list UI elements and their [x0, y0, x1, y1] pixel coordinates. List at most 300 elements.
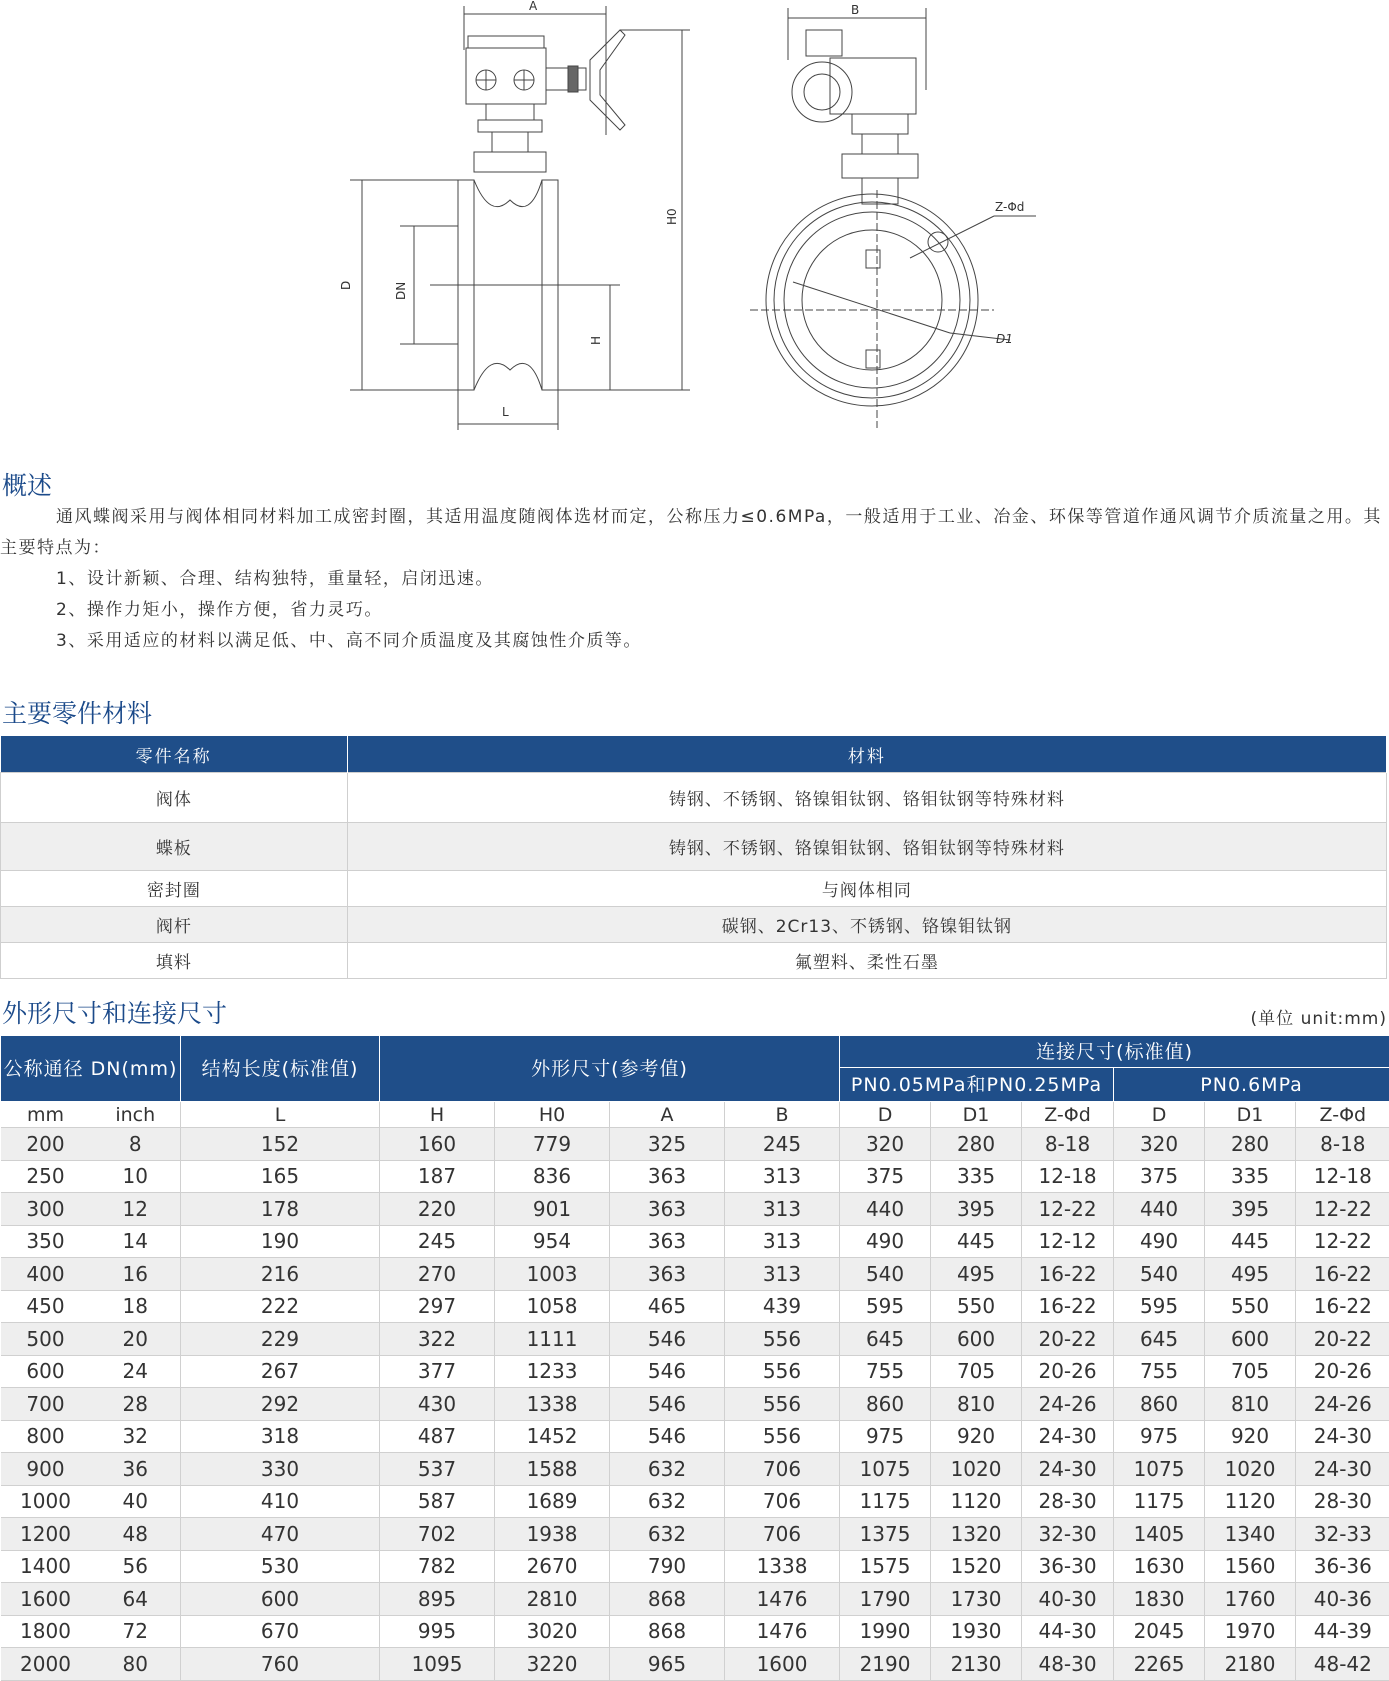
table-cell: 2045 — [1114, 1615, 1205, 1648]
table-cell: 3020 — [495, 1615, 610, 1648]
table-cell: 2810 — [495, 1583, 610, 1616]
table-cell: 1020 — [1205, 1453, 1296, 1486]
table-row — [1, 1258, 1389, 1291]
table-cell: 440 — [1114, 1193, 1205, 1226]
table-cell: 540 — [840, 1258, 931, 1291]
table-cell: 363 — [610, 1258, 725, 1291]
overview-item-3: 3、采用适应的材料以满足低、中、高不同介质温度及其腐蚀性介质等。 — [56, 631, 642, 651]
table-cell: 1075 — [1114, 1453, 1205, 1486]
table-cell: 32-30 — [1022, 1518, 1114, 1551]
overview-item-1: 1、设计新颖、合理、结构独特，重量轻，启闭迅速。 — [56, 569, 494, 589]
part-name: 阀体 — [1, 773, 348, 823]
materials-title: 主要零件材料 — [2, 699, 153, 728]
table-cell: 632 — [610, 1453, 725, 1486]
dim-label-h: H — [589, 335, 603, 345]
table-cell: 44-30 — [1022, 1615, 1114, 1648]
table-cell: 439 — [725, 1290, 840, 1323]
table-row — [1, 1485, 1389, 1518]
table-cell: 187 — [380, 1160, 495, 1193]
front-view — [750, 3, 1036, 428]
table-cell: 165 — [181, 1160, 380, 1193]
sub-h0: H0 — [495, 1102, 610, 1128]
sub-mm: mm — [1, 1102, 91, 1128]
table-cell: 178 — [181, 1193, 380, 1226]
overview-title: 概述 — [2, 471, 53, 500]
table-cell: 1340 — [1205, 1518, 1296, 1551]
table-cell: 920 — [1205, 1420, 1296, 1453]
table-cell: 16-22 — [1296, 1258, 1389, 1291]
sub-b: B — [725, 1102, 840, 1128]
table-cell: 790 — [610, 1550, 725, 1583]
table-cell: 868 — [610, 1615, 725, 1648]
table-row — [1, 1290, 1389, 1323]
table-cell: 36-30 — [1022, 1550, 1114, 1583]
table-cell: 430 — [380, 1388, 495, 1421]
table-cell: 537 — [380, 1453, 495, 1486]
table-cell: 546 — [610, 1355, 725, 1388]
table-cell: 450 — [1, 1290, 91, 1323]
table-cell: 546 — [610, 1420, 725, 1453]
table-cell: 1476 — [725, 1583, 840, 1616]
table-cell: 20-22 — [1296, 1323, 1389, 1356]
table-cell: 32-33 — [1296, 1518, 1389, 1551]
table-cell: 375 — [840, 1160, 931, 1193]
table-cell: 530 — [181, 1550, 380, 1583]
table-cell: 40 — [91, 1485, 181, 1518]
part-name: 蝶板 — [1, 823, 348, 871]
table-cell: 16-22 — [1022, 1290, 1114, 1323]
table-cell: 975 — [1114, 1420, 1205, 1453]
part-name: 填料 — [1, 943, 348, 979]
table-row — [1, 1648, 1389, 1681]
sub-d-pn2: D — [1114, 1102, 1205, 1128]
table-cell: 24 — [91, 1355, 181, 1388]
table-cell: 14 — [91, 1225, 181, 1258]
table-cell: 2130 — [931, 1648, 1022, 1681]
materials-row — [1, 823, 1387, 871]
table-cell: 782 — [380, 1550, 495, 1583]
table-cell: 556 — [725, 1323, 840, 1356]
table-cell: 24-30 — [1022, 1420, 1114, 1453]
table-cell: 706 — [725, 1485, 840, 1518]
materials-row — [1, 773, 1387, 823]
table-cell: 600 — [1205, 1323, 1296, 1356]
table-row — [1, 1453, 1389, 1486]
table-cell: 1320 — [931, 1518, 1022, 1551]
table-cell: 10 — [91, 1160, 181, 1193]
table-cell: 1338 — [495, 1388, 610, 1421]
table-cell: 706 — [725, 1453, 840, 1486]
table-cell: 600 — [1, 1355, 91, 1388]
table-cell: 495 — [1205, 1258, 1296, 1291]
table-cell: 540 — [1114, 1258, 1205, 1291]
table-cell: 318 — [181, 1420, 380, 1453]
table-cell: 900 — [1, 1453, 91, 1486]
table-cell: 18 — [91, 1290, 181, 1323]
table-cell: 595 — [1114, 1290, 1205, 1323]
table-cell: 330 — [181, 1453, 380, 1486]
table-cell: 216 — [181, 1258, 380, 1291]
table-cell: 2190 — [840, 1648, 931, 1681]
materials-header-part: 零件名称 — [1, 736, 348, 773]
table-cell: 600 — [931, 1323, 1022, 1356]
table-cell: 550 — [931, 1290, 1022, 1323]
table-cell: 1020 — [931, 1453, 1022, 1486]
table-cell: 546 — [610, 1388, 725, 1421]
table-cell: 632 — [610, 1518, 725, 1551]
table-cell: 280 — [931, 1128, 1022, 1161]
table-cell: 400 — [1, 1258, 91, 1291]
dim-label-d1: D1 — [996, 332, 1013, 346]
table-row — [1, 1388, 1389, 1421]
sub-a: A — [610, 1102, 725, 1128]
table-cell: 28 — [91, 1388, 181, 1421]
table-cell: 1120 — [1205, 1485, 1296, 1518]
table-cell: 395 — [931, 1193, 1022, 1226]
table-cell: 320 — [1114, 1128, 1205, 1161]
table-cell: 20-26 — [1022, 1355, 1114, 1388]
table-cell: 495 — [931, 1258, 1022, 1291]
table-cell: 702 — [380, 1518, 495, 1551]
header-struct: 结构长度(标准值) — [181, 1036, 380, 1102]
table-cell: 24-26 — [1296, 1388, 1389, 1421]
table-cell: 1058 — [495, 1290, 610, 1323]
table-cell: 1990 — [840, 1615, 931, 1648]
dimensions-title: 外形尺寸和连接尺寸 — [2, 999, 228, 1028]
table-cell: 220 — [380, 1193, 495, 1226]
table-cell: 28-30 — [1296, 1485, 1389, 1518]
table-cell: 550 — [1205, 1290, 1296, 1323]
table-cell: 152 — [181, 1128, 380, 1161]
table-cell: 267 — [181, 1355, 380, 1388]
table-cell: 1476 — [725, 1615, 840, 1648]
table-cell: 1600 — [725, 1648, 840, 1681]
table-cell: 313 — [725, 1160, 840, 1193]
table-cell: 20-22 — [1022, 1323, 1114, 1356]
table-cell: 1630 — [1114, 1550, 1205, 1583]
materials-row — [1, 871, 1387, 907]
table-cell: 320 — [840, 1128, 931, 1161]
table-row — [1, 1583, 1389, 1616]
table-cell: 755 — [1114, 1355, 1205, 1388]
table-cell: 1003 — [495, 1258, 610, 1291]
table-cell: 1000 — [1, 1485, 91, 1518]
table-cell: 32 — [91, 1420, 181, 1453]
dim-label-zd: Z-Φd — [995, 200, 1025, 214]
table-cell: 12 — [91, 1193, 181, 1226]
table-cell: 8 — [91, 1128, 181, 1161]
table-cell: 1120 — [931, 1485, 1022, 1518]
table-cell: 24-30 — [1296, 1453, 1389, 1486]
side-view — [339, 0, 690, 430]
sub-d: D — [840, 1102, 931, 1128]
table-cell: 901 — [495, 1193, 610, 1226]
sub-l: L — [181, 1102, 380, 1128]
table-cell: 245 — [380, 1225, 495, 1258]
table-cell: 645 — [1114, 1323, 1205, 1356]
table-cell: 1111 — [495, 1323, 610, 1356]
header-pn2: PN0.6MPa — [1114, 1068, 1389, 1102]
table-cell: 48-30 — [1022, 1648, 1114, 1681]
table-cell: 779 — [495, 1128, 610, 1161]
table-cell: 595 — [840, 1290, 931, 1323]
table-cell: 245 — [725, 1128, 840, 1161]
table-cell: 44-39 — [1296, 1615, 1389, 1648]
table-cell: 300 — [1, 1193, 91, 1226]
table-cell: 810 — [931, 1388, 1022, 1421]
table-cell: 80 — [91, 1648, 181, 1681]
table-cell: 1520 — [931, 1550, 1022, 1583]
overview-paragraph: 通风蝶阀采用与阀体相同材料加工成密封圈，其适用温度随阀体选材而定，公称压力≤0.6MPa，一般适用于工业、冶金、环保等管道作通风调节介质流量之用。其主要特点为： — [0, 507, 1382, 558]
part-material: 与阀体相同 — [347, 871, 1386, 907]
table-cell: 1175 — [840, 1485, 931, 1518]
overview-text — [0, 502, 1389, 657]
table-cell: 1760 — [1205, 1583, 1296, 1616]
table-cell: 487 — [380, 1420, 495, 1453]
table-cell: 995 — [380, 1615, 495, 1648]
dimensions-table — [0, 1035, 1389, 1681]
table-row — [1, 1355, 1389, 1388]
table-cell: 1405 — [1114, 1518, 1205, 1551]
table-cell: 490 — [1114, 1225, 1205, 1258]
table-cell: 12-22 — [1296, 1193, 1389, 1226]
table-cell: 1689 — [495, 1485, 610, 1518]
table-cell: 56 — [91, 1550, 181, 1583]
table-row — [1, 1420, 1389, 1453]
header-conn: 连接尺寸(标准值) — [840, 1036, 1389, 1068]
table-cell: 24-26 — [1022, 1388, 1114, 1421]
table-cell: 222 — [181, 1290, 380, 1323]
table-cell: 836 — [495, 1160, 610, 1193]
table-cell: 1600 — [1, 1583, 91, 1616]
table-cell: 556 — [725, 1355, 840, 1388]
table-row — [1, 1128, 1389, 1161]
part-material: 氟塑料、柔性石墨 — [347, 943, 1386, 979]
table-cell: 546 — [610, 1323, 725, 1356]
table-cell: 292 — [181, 1388, 380, 1421]
dim-label-a: A — [529, 0, 538, 13]
table-cell: 325 — [610, 1128, 725, 1161]
table-cell: 975 — [840, 1420, 931, 1453]
table-cell: 1730 — [931, 1583, 1022, 1616]
table-row — [1, 1160, 1389, 1193]
overview-item-2: 2、操作力矩小，操作方便，省力灵巧。 — [56, 600, 383, 620]
table-cell: 2180 — [1205, 1648, 1296, 1681]
table-cell: 440 — [840, 1193, 931, 1226]
table-cell: 313 — [725, 1193, 840, 1226]
sub-zd: Z-Φd — [1022, 1102, 1114, 1128]
table-cell: 297 — [380, 1290, 495, 1323]
table-cell: 645 — [840, 1323, 931, 1356]
table-cell: 760 — [181, 1648, 380, 1681]
table-row — [1, 1550, 1389, 1583]
table-cell: 868 — [610, 1583, 725, 1616]
table-cell: 1175 — [1114, 1485, 1205, 1518]
table-cell: 556 — [725, 1388, 840, 1421]
table-row — [1, 1518, 1389, 1551]
table-cell: 1200 — [1, 1518, 91, 1551]
part-name: 阀杆 — [1, 907, 348, 943]
table-cell: 350 — [1, 1225, 91, 1258]
table-cell: 490 — [840, 1225, 931, 1258]
table-cell: 3220 — [495, 1648, 610, 1681]
table-cell: 24-30 — [1022, 1453, 1114, 1486]
table-cell: 1800 — [1, 1615, 91, 1648]
unit-note: (单位 unit:mm) — [1250, 1009, 1387, 1029]
table-cell: 1233 — [495, 1355, 610, 1388]
dimensions-body — [1, 1102, 1389, 1681]
table-cell: 24-30 — [1296, 1420, 1389, 1453]
table-cell: 64 — [91, 1583, 181, 1616]
table-cell: 2000 — [1, 1648, 91, 1681]
table-cell: 705 — [931, 1355, 1022, 1388]
table-cell: 705 — [1205, 1355, 1296, 1388]
table-cell: 1790 — [840, 1583, 931, 1616]
table-cell: 2265 — [1114, 1648, 1205, 1681]
table-cell: 16-22 — [1022, 1258, 1114, 1291]
dim-label-d: D — [339, 280, 353, 290]
table-cell: 335 — [1205, 1160, 1296, 1193]
table-cell: 920 — [931, 1420, 1022, 1453]
valve-technical-drawing — [0, 0, 1389, 440]
header-outer: 外形尺寸(参考值) — [380, 1036, 840, 1102]
table-cell: 12-18 — [1022, 1160, 1114, 1193]
dim-label-b: B — [851, 3, 860, 17]
table-cell: 700 — [1, 1388, 91, 1421]
materials-header-material: 材料 — [347, 736, 1386, 773]
table-cell: 335 — [931, 1160, 1022, 1193]
table-cell: 445 — [1205, 1225, 1296, 1258]
table-cell: 395 — [1205, 1193, 1296, 1226]
table-cell: 8-18 — [1022, 1128, 1114, 1161]
materials-table — [0, 736, 1387, 979]
table-cell: 1830 — [1114, 1583, 1205, 1616]
table-cell: 313 — [725, 1225, 840, 1258]
header-dn: 公称通径 DN(mm) — [1, 1036, 181, 1102]
table-cell: 895 — [380, 1583, 495, 1616]
sub-d1-pn2: D1 — [1205, 1102, 1296, 1128]
table-cell: 632 — [610, 1485, 725, 1518]
table-cell: 8-18 — [1296, 1128, 1389, 1161]
table-cell: 706 — [725, 1518, 840, 1551]
table-cell: 600 — [181, 1583, 380, 1616]
table-cell: 12-18 — [1296, 1160, 1389, 1193]
table-cell: 465 — [610, 1290, 725, 1323]
table-cell: 72 — [91, 1615, 181, 1648]
sub-zd-pn2: Z-Φd — [1296, 1102, 1389, 1128]
table-cell: 445 — [931, 1225, 1022, 1258]
table-cell: 250 — [1, 1160, 91, 1193]
dimensions-header-row-1 — [1, 1036, 1389, 1068]
table-cell: 1375 — [840, 1518, 931, 1551]
table-cell: 363 — [610, 1225, 725, 1258]
table-cell: 20-26 — [1296, 1355, 1389, 1388]
table-cell: 1575 — [840, 1550, 931, 1583]
table-cell: 556 — [725, 1420, 840, 1453]
table-cell: 800 — [1, 1420, 91, 1453]
materials-row — [1, 943, 1387, 979]
table-cell: 12-22 — [1022, 1193, 1114, 1226]
table-cell: 2670 — [495, 1550, 610, 1583]
table-cell: 1095 — [380, 1648, 495, 1681]
table-cell: 322 — [380, 1323, 495, 1356]
table-cell: 1452 — [495, 1420, 610, 1453]
table-cell: 12-12 — [1022, 1225, 1114, 1258]
table-cell: 1338 — [725, 1550, 840, 1583]
table-cell: 190 — [181, 1225, 380, 1258]
part-material: 碳钢、2Cr13、不锈钢、铬镍钼钛钢 — [347, 907, 1386, 943]
table-cell: 363 — [610, 1160, 725, 1193]
sub-inch: inch — [91, 1102, 181, 1128]
table-cell: 12-22 — [1296, 1225, 1389, 1258]
table-cell: 200 — [1, 1128, 91, 1161]
table-cell: 48 — [91, 1518, 181, 1551]
header-pn1: PN0.05MPa和PN0.25MPa — [840, 1068, 1114, 1102]
dim-label-dn: DN — [394, 281, 408, 300]
table-cell: 377 — [380, 1355, 495, 1388]
table-cell: 1400 — [1, 1550, 91, 1583]
table-cell: 470 — [181, 1518, 380, 1551]
table-cell: 28-30 — [1022, 1485, 1114, 1518]
part-material: 铸钢、不锈钢、铬镍钼钛钢、铬钼钛钢等特殊材料 — [347, 773, 1386, 823]
materials-row — [1, 907, 1387, 943]
dimensions-subheader-row — [1, 1102, 1389, 1128]
table-cell: 1930 — [931, 1615, 1022, 1648]
dim-label-h0: H0 — [665, 208, 679, 225]
table-cell: 375 — [1114, 1160, 1205, 1193]
table-cell: 36-36 — [1296, 1550, 1389, 1583]
table-cell: 1938 — [495, 1518, 610, 1551]
table-cell: 16-22 — [1296, 1290, 1389, 1323]
table-cell: 270 — [380, 1258, 495, 1291]
dim-label-l: L — [502, 405, 509, 419]
table-cell: 40-36 — [1296, 1583, 1389, 1616]
sub-d1: D1 — [931, 1102, 1022, 1128]
table-cell: 954 — [495, 1225, 610, 1258]
table-cell: 36 — [91, 1453, 181, 1486]
table-cell: 1588 — [495, 1453, 610, 1486]
table-cell: 410 — [181, 1485, 380, 1518]
table-cell: 1075 — [840, 1453, 931, 1486]
part-material: 铸钢、不锈钢、铬镍钼钛钢、铬钼钛钢等特殊材料 — [347, 823, 1386, 871]
table-cell: 500 — [1, 1323, 91, 1356]
table-row — [1, 1323, 1389, 1356]
table-cell: 810 — [1205, 1388, 1296, 1421]
table-cell: 587 — [380, 1485, 495, 1518]
table-cell: 313 — [725, 1258, 840, 1291]
sub-h: H — [380, 1102, 495, 1128]
table-row — [1, 1615, 1389, 1648]
table-cell: 20 — [91, 1323, 181, 1356]
table-cell: 670 — [181, 1615, 380, 1648]
table-cell: 229 — [181, 1323, 380, 1356]
table-cell: 160 — [380, 1128, 495, 1161]
table-cell: 40-30 — [1022, 1583, 1114, 1616]
table-row — [1, 1193, 1389, 1226]
table-cell: 860 — [840, 1388, 931, 1421]
table-cell: 755 — [840, 1355, 931, 1388]
materials-header-row — [1, 736, 1387, 773]
table-cell: 965 — [610, 1648, 725, 1681]
table-cell: 363 — [610, 1193, 725, 1226]
part-name: 密封圈 — [1, 871, 348, 907]
table-cell: 1560 — [1205, 1550, 1296, 1583]
table-cell: 860 — [1114, 1388, 1205, 1421]
table-cell: 48-42 — [1296, 1648, 1389, 1681]
table-cell: 16 — [91, 1258, 181, 1291]
table-cell: 1970 — [1205, 1615, 1296, 1648]
table-row — [1, 1225, 1389, 1258]
